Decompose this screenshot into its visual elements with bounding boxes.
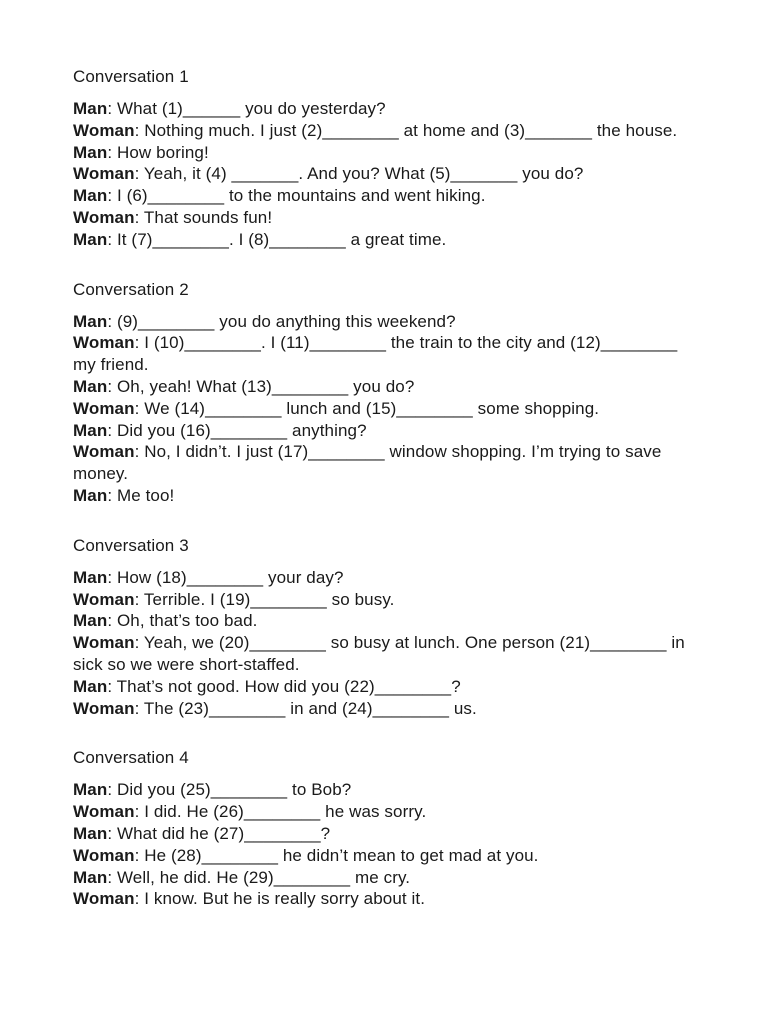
speaker-name: Woman xyxy=(73,398,135,418)
dialogue-text: : Well, he did. He (29)________ me cry. xyxy=(107,867,411,887)
dialogue-text: : He (28)________ he didn’t mean to get mad at you. xyxy=(134,845,539,865)
dialogue-line xyxy=(73,441,703,485)
speaker-name: Man xyxy=(73,376,108,396)
speaker-name: Man xyxy=(73,611,108,631)
dialogue-text: : That sounds fun! xyxy=(134,207,273,227)
speaker-name: Man xyxy=(73,780,108,800)
dialogue-text: : What did he (27)________? xyxy=(107,823,331,843)
dialogue-line xyxy=(73,823,703,845)
dialogue-line xyxy=(73,142,703,164)
worksheet-page xyxy=(73,66,703,910)
speaker-name: Woman xyxy=(73,120,135,140)
dialogue-line xyxy=(73,676,703,698)
speaker-name: Man xyxy=(73,186,108,206)
speaker-name: Woman xyxy=(73,589,135,609)
dialogue-line xyxy=(73,229,703,251)
dialogue-line xyxy=(73,845,703,867)
speaker-name: Woman xyxy=(73,633,135,653)
dialogue-text: : Oh, that’s too bad. xyxy=(107,611,258,631)
dialogue-line xyxy=(73,163,703,185)
speaker-name: Man xyxy=(73,567,108,587)
conversation-2 xyxy=(73,279,703,507)
dialogue-line xyxy=(73,376,703,398)
dialogue-text: : What (1)______ you do yesterday? xyxy=(107,99,386,118)
dialogue-line xyxy=(73,888,703,910)
speaker-name: Man xyxy=(73,485,108,505)
dialogue-line xyxy=(73,98,703,120)
dialogue-line xyxy=(73,398,703,420)
dialogue-text: : Yeah, it (4) _______. And you? What (5)_______ you do? xyxy=(134,164,584,184)
speaker-name: Man xyxy=(73,420,108,440)
conversation-4 xyxy=(73,747,703,910)
dialogue-text: : Me too! xyxy=(107,485,175,505)
dialogue-text: : No, I didn’t. I just (17)________ window shopping. I’m trying to save money. xyxy=(73,442,662,484)
speaker-name: Woman xyxy=(73,845,135,865)
dialogue-line xyxy=(73,801,703,823)
dialogue-line xyxy=(73,589,703,611)
dialogue-text: : I (6)________ to the mountains and went hiking. xyxy=(107,186,486,206)
dialogue-text: : Did you (16)________ anything? xyxy=(107,420,367,440)
conversation-title: Conversation 2 xyxy=(73,279,189,299)
dialogue-line xyxy=(73,207,703,229)
speaker-name: Man xyxy=(73,311,108,331)
section-spacer xyxy=(73,251,703,279)
dialogue-line xyxy=(73,632,703,676)
speaker-name: Woman xyxy=(73,164,135,184)
dialogue-text: : Terrible. I (19)________ so busy. xyxy=(134,589,395,609)
dialogue-line xyxy=(73,867,703,889)
conversation-title: Conversation 3 xyxy=(73,535,189,555)
dialogue-text: : The (23)________ in and (24)________ us. xyxy=(134,698,477,718)
speaker-name: Man xyxy=(73,867,108,887)
dialogue-text: : It (7)________. I (8)________ a great time. xyxy=(107,229,447,249)
dialogue-line xyxy=(73,698,703,720)
dialogue-line xyxy=(73,610,703,632)
section-spacer xyxy=(73,719,703,747)
dialogue-text: : Yeah, we (20)________ so busy at lunch. One person (21)________ in sick so we were short-staffed. xyxy=(73,633,685,674)
dialogue-line xyxy=(73,779,703,801)
dialogue-line xyxy=(73,332,703,376)
dialogue-text: : I (10)________. I (11)________ the train to the city and (12)________ my friend. xyxy=(73,333,678,375)
dialogue-text: : I did. He (26)________ he was sorry. xyxy=(134,802,427,822)
dialogue-text: : Did you (25)________ to Bob? xyxy=(107,780,352,800)
speaker-name: Man xyxy=(73,229,108,249)
speaker-name: Woman xyxy=(73,442,135,462)
dialogue-line xyxy=(73,485,703,507)
conversation-1 xyxy=(73,66,703,251)
dialogue-text: : We (14)________ lunch and (15)________ some shopping. xyxy=(134,398,600,418)
dialogue-line xyxy=(73,420,703,442)
speaker-name: Woman xyxy=(73,207,135,227)
speaker-name: Woman xyxy=(73,889,135,909)
conversation-title: Conversation 4 xyxy=(73,748,189,768)
speaker-name: Woman xyxy=(73,802,135,822)
dialogue-text: : Oh, yeah! What (13)________ you do? xyxy=(107,376,415,396)
conversation-3 xyxy=(73,535,703,720)
dialogue-line xyxy=(73,185,703,207)
speaker-name: Man xyxy=(73,676,108,696)
section-spacer xyxy=(73,507,703,535)
dialogue-text: : That’s not good. How did you (22)________? xyxy=(107,676,461,696)
dialogue-text: : (9)________ you do anything this weekend? xyxy=(107,311,456,331)
dialogue-line xyxy=(73,120,703,142)
dialogue-line xyxy=(73,311,703,333)
speaker-name: Woman xyxy=(73,333,135,353)
dialogue-line xyxy=(73,567,703,589)
speaker-name: Man xyxy=(73,142,108,162)
dialogue-text: : I know. But he is really sorry about it. xyxy=(134,889,426,909)
speaker-name: Man xyxy=(73,99,108,118)
speaker-name: Woman xyxy=(73,698,135,718)
speaker-name: Man xyxy=(73,823,108,843)
dialogue-text: : How boring! xyxy=(107,142,209,162)
conversation-title: Conversation 1 xyxy=(73,67,189,86)
dialogue-text: : How (18)________ your day? xyxy=(107,567,344,587)
dialogue-text: : Nothing much. I just (2)________ at home and (3)_______ the house. xyxy=(134,120,678,140)
